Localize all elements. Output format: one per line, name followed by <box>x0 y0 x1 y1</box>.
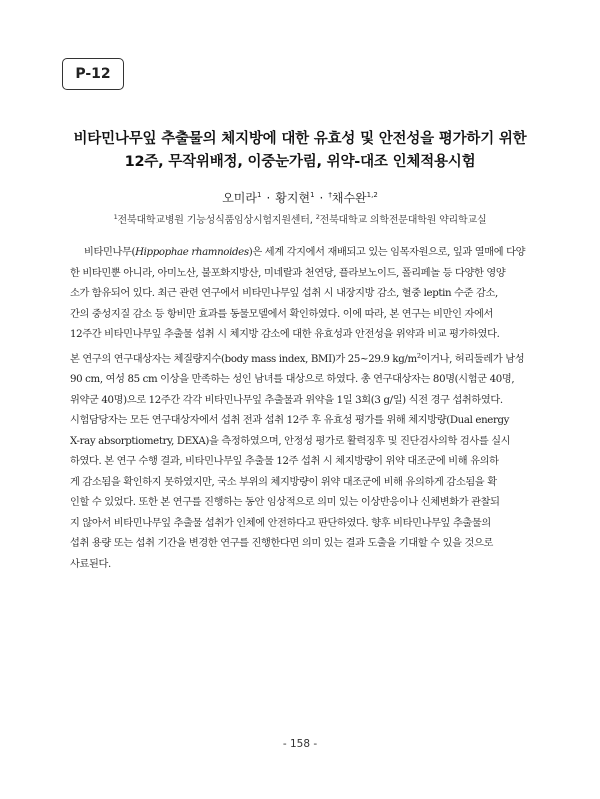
abstract-body <box>70 243 528 575</box>
abstract-line: 90 cm, 여성 85 cm 이상을 만족하는 성인 남녀를 대상으로 하였다. 총 연구대상자는 80명(시험군 40명, <box>70 374 515 385</box>
abstract-line: 사료된다. <box>70 558 111 570</box>
abstract-line: 게 감소됨을 확인하지 못하였지만, 국소 부위의 체지방량이 위약 대조군에 비해 유의하게 감소됨을 확 <box>70 476 497 488</box>
affiliations <box>0 211 600 226</box>
author-separator: · <box>319 191 324 205</box>
title-line-2: 12주, 무작위배정, 이중눈가림, 위약-대조 인체적용시험 <box>124 154 476 170</box>
affiliation-1: $^1$전북대학교병원 기능성식품임상시험지원센터, <box>113 213 313 226</box>
title-line-1: 비타민나무잎 추출물의 체지방에 대한 유효성 및 안전성을 평가하기 위한 <box>73 131 527 147</box>
abstract-line: 시험담당자는 모든 연구대상자에서 섭취 전과 섭취 12주 후 유효성 평가를 위해 체지방량(Dual energy <box>70 415 510 426</box>
abstract-line: 섭취 용량 또는 섭취 기간을 변경한 연구를 진행한다면 의미 있는 결과 도출을 기대할 수 있을 것으로 <box>70 538 493 549</box>
poster-id-badge: P-12 <box>62 58 124 90</box>
abstract-line: X-ray absorptiometry, DEXA)을 측정하였으며, 안정성 평가로 활력징후 및 진단검사의학 검사를 실시 <box>70 435 511 447</box>
abstract-line: 12주간 비타민나무잎 추출물 섭취 시 체지방 감소에 대한 유효성과 안전성을 위약과 비교 평가하였다. <box>70 329 500 340</box>
paper-title <box>30 128 570 174</box>
abstract-line: 지 않아서 비타민나무잎 추출물 섭취가 인체에 안전하다고 판단하였다. 향후 비타민나무잎 추출물의 <box>70 517 491 529</box>
abstract-line: 간의 중성지질 감소 등 항비만 효과를 동물모델에서 확인하였다. 이에 따라, 본 연구는 비만인 자에서 <box>70 308 493 320</box>
abstract-line: 비타민나무(Hippophae rhamnoides)은 세계 각지에서 재배되고 있는 임목자원으로, 잎과 열매에 다양 <box>84 247 526 258</box>
author-2: 황지현$^1$ <box>275 191 315 205</box>
affiliation-2: $^2$전북대학교 의학전문대학원 약리학교실 <box>315 213 487 226</box>
author-3: †채수완$^{1,2}$ <box>328 191 378 205</box>
abstract-line: 한 비타민뿐 아니라, 아미노산, 불포화지방산, 미네랄과 천연당, 플라보노이드, 폴리페놀 등 다양한 영양 <box>70 267 506 279</box>
author-separator: · <box>266 191 271 205</box>
abstract-line: 인할 수 있었다. 또한 본 연구를 진행하는 동안 임상적으로 의미 있는 이상반응이나 신체변화가 관찰되 <box>70 497 500 508</box>
abstract-line: 하였다. 본 연구 수행 결과, 비타민나무잎 추출물 12주 섭취 시 체지방량이 위약 대조군에 비해 유의하 <box>70 456 499 467</box>
author-list <box>0 189 600 206</box>
page-number: - 158 - <box>282 738 318 750</box>
abstract-line: 소가 함유되어 있다. 최근 관련 연구에서 비타민나무잎 섭취 시 내장지방 감소, 혈중 leptin 수준 감소, <box>70 288 498 299</box>
abstract-line: 위약군 40명)으로 12주간 각각 비타민나무잎 추출물과 위약을 1일 3회(3 g/일) 식전 경구 섭취하였다. <box>70 394 503 406</box>
abstract-line: 본 연구의 연구대상자는 체질량지수(body mass index, BMI)가 25~29.9 $kg/m^2$이거나, 허리둘레가 남성 <box>70 351 525 365</box>
author-1: 오미라$^1$ <box>222 191 262 205</box>
